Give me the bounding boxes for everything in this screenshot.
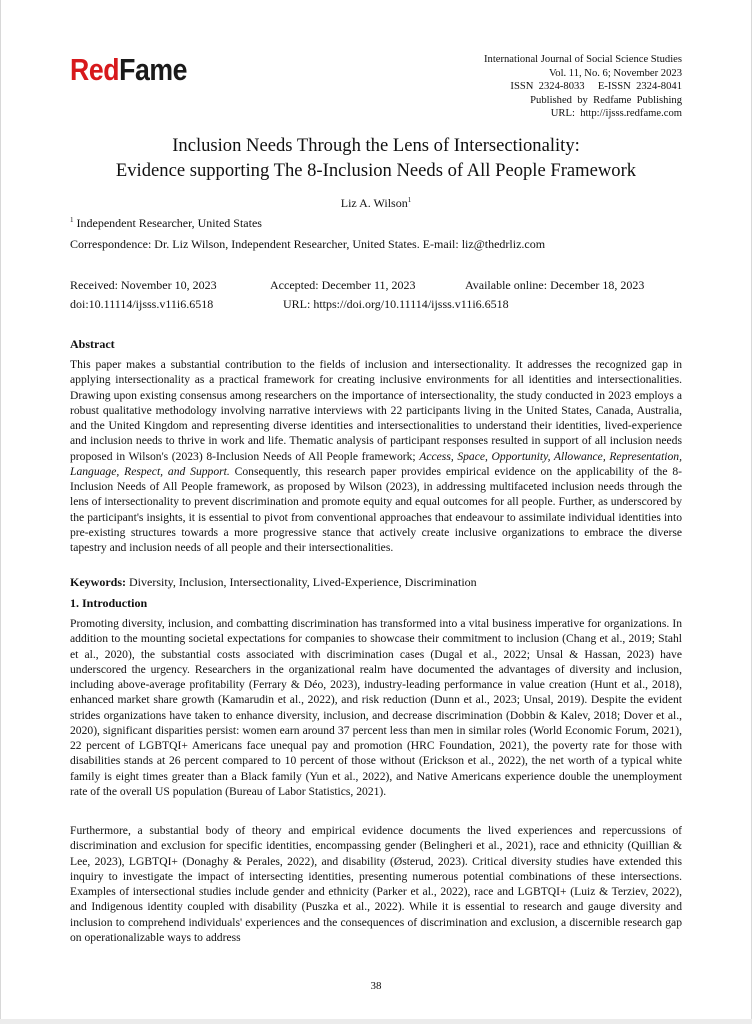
doi-text[interactable]: doi:10.11114/ijsss.v11i6.6518 (70, 297, 214, 311)
author-sup: 1 (407, 196, 412, 204)
paper-title (0, 134, 752, 183)
bottom-divider (0, 1019, 752, 1024)
redfame-logo: RedFame (70, 52, 188, 87)
section-heading-introduction: 1. Introduction (70, 596, 148, 610)
affiliation-text: Independent Researcher, United States (73, 216, 262, 230)
journal-publisher: Published by Redfame Publishing (530, 94, 682, 106)
abstract-text-2: Consequently, this research paper provides empirical evidence on the applicability of the 8-Inclusion Needs of All People framework, as proposed by Wilson (2023), in addressing multifaceted inclusion needs through the lens of intersectionality to prevent discrimination and promote equity and equal outcomes for all people. Further, as underscored by the participant's insights, it is essential to pivot from conventional approaches that endeavour to assimilate individual identities into pre-existing structures towards a more progressive stance that actively create inclusive organizations to embrace the diverse tapestry and inclusion needs of all people and their intersectionalities. (70, 464, 682, 554)
correspondence: Correspondence: Dr. Liz Wilson, Independent Researcher, United States. E-mail: liz@thedrliz.com (70, 237, 546, 251)
keywords (70, 575, 477, 590)
keywords-label: Keywords: (70, 575, 126, 589)
abstract-needs-list: Access, Space, Opportunity, Allowance, Representation, Language, Respect, and Support. (70, 449, 683, 478)
title-line-1: Inclusion Needs Through the Lens of Intersectionality: (172, 135, 580, 156)
received-date: Received: November 10, 2023 (70, 278, 217, 292)
affiliation-sup: 1 (70, 216, 74, 224)
journal-url[interactable]: URL: http://ijsss.redfame.com (550, 108, 682, 120)
journal-info (484, 53, 682, 121)
title-line-2: Evidence supporting The 8-Inclusion Needs of All People Framework (115, 159, 637, 181)
available-date: Available online: December 18, 2023 (465, 278, 645, 292)
journal-name: International Journal of Social Science Studies (484, 54, 682, 65)
affiliation (70, 216, 262, 231)
doi-url[interactable]: URL: https://doi.org/10.11114/ijsss.v11i6.6518 (283, 297, 509, 311)
journal-issn: ISSN 2324-8033 E-ISSN 2324-8041 (510, 81, 682, 93)
abstract-body (70, 357, 682, 555)
accepted-date: Accepted: December 11, 2023 (270, 278, 416, 292)
keywords-list: Diversity, Inclusion, Intersectionality, Lived-Experience, Discrimination (126, 575, 477, 589)
abstract-text-1: This paper makes a substantial contribution to the fields of inclusion and intersectionality. It addresses the recognized gap in applying intersectionality as a practical framework for creating inclusive environments for all identities and intersectionalities. Drawing upon existing consensus among researchers on the importance of intersectionality, the study conducted in 2023 employs a robust qualitative methodology involving narrative interviews with 22 participants living in the United States, Canada, Australia, and the United Kingdom and representing diverse identities and intersectionalities to understand their identities, lived-experience and inclusion needs to thrive in work and life. Thematic analysis of participant responses resulted in support of all inclusion needs proposed in Wilson's (2023) 8-Inclusion Needs of All People framework; (70, 358, 682, 463)
author (0, 196, 752, 211)
page-number: 38 (370, 980, 382, 992)
abstract-heading: Abstract (70, 337, 115, 351)
journal-volume: Vol. 11, No. 6; November 2023 (548, 67, 682, 79)
intro-paragraph-1: Promoting diversity, inclusion, and combatting discrimination has transformed into a vital business imperative for organizations. In addition to the mounting societal expectations for companies to showcase their commitment to inclusion (Chang et al., 2019; Stahl et al., 2020), the substantial costs associated with discrimination cases (Dugal et al., 2022; Unsal & Hassan, 2023) have underscored the urgency. Researchers in the organizational realm have documented the advantages of diversity and inclusion, including above-average profitability (Ferrary & Déo, 2023), industry-leading performance in value creation (Hunt et al., 2018), enhanced market share growth (Kamarudin et al., 2022), and risk reduction (Dunn et al., 2023; Unsal, 2019). Despite the evident strides organizations have taken to enhance diversity, inclusion, and decrease discrimination (Dobbin & Kalev, 2018; Dover et al., 2020), significant disparities persist: women earn around 37 percent less than men in similar roles (World Economic Forum, 2021), 22 percent of LGBTQI+ Americans face unequal pay and promotion (HRC Foundation, 2021), the poverty rate for those with disabilities stands at 26 percent compared to 10 percent of those without (Erickson et al., 2022), the net worth of a typical white family is eight times greater than a Black family (Yun et al., 2022), and Native Americans experience double the unemployment rate of the overall US population (Bureau of Labor Statistics, 2021). (70, 617, 682, 798)
intro-paragraph-2: Furthermore, a substantial body of theory and empirical evidence documents the lived experiences and repercussions of discrimination and exclusion for specific identities, encompassing gender (Belingheri et al., 2021), race and ethnicity (Quillian & Lee, 2023), LGBTQI+ (Donaghy & Perales, 2022), and disability (Østerud, 2023). Critical diversity studies have extended this inquiry to investigate the impact of intersecting identities, presenting numerous potential combinations of these intersections. Examples of intersectional studies include gender and ethnicity (Parker et al., 2022), race and LGBTQI+ (Luiz & Terziev, 2022), and Indigenous identity coupled with disability (Puszka et al., 2022). While it is essential to research and gauge diversity and inclusion to comprehend individuals' experiences and the consequences of discrimination and exclusion, a discernible research gap on operationalizable ways to address (70, 824, 682, 944)
author-name: Liz A. Wilson (340, 196, 408, 210)
